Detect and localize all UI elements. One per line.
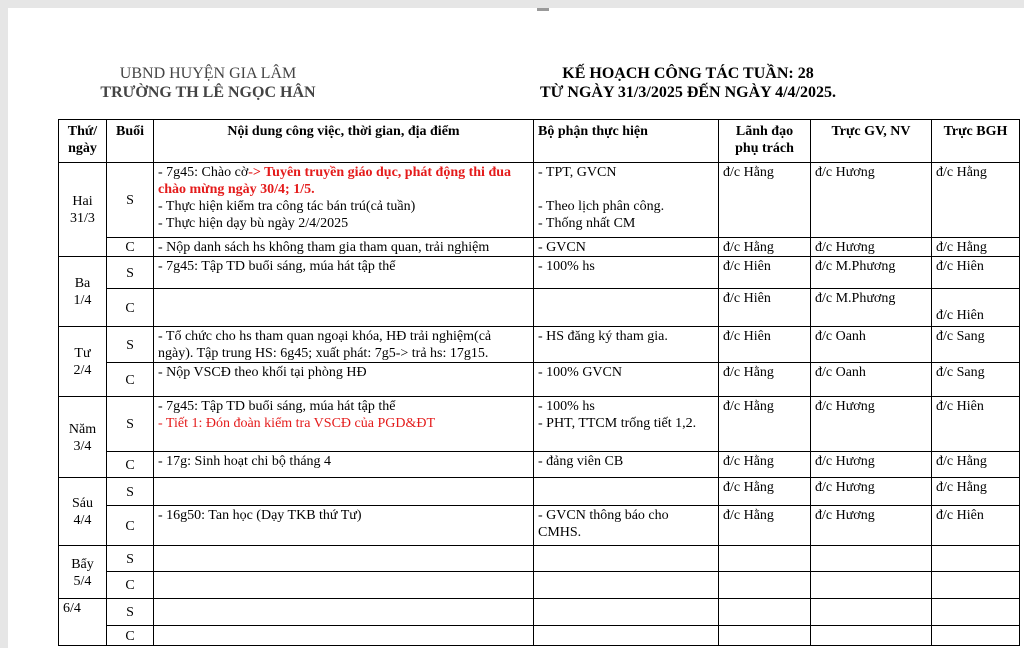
teacher-duty-cell: đ/c M.Phương	[811, 289, 932, 327]
board-duty-cell	[932, 599, 1020, 626]
table-row	[59, 327, 1020, 363]
document-page	[8, 8, 1024, 648]
teacher-duty-cell: đ/c M.Phương	[811, 257, 932, 289]
leader-cell: đ/c Hằng	[719, 238, 811, 257]
content-cell	[154, 626, 534, 646]
teacher-duty-cell: đ/c Hương	[811, 397, 932, 452]
table-row	[59, 626, 1020, 646]
session-cell: C	[107, 506, 154, 546]
teacher-duty-cell	[811, 626, 932, 646]
day-cell: Tư 2/4	[59, 327, 107, 397]
content-cell	[154, 478, 534, 506]
teacher-duty-cell: đ/c Hương	[811, 452, 932, 478]
board-duty-cell	[932, 572, 1020, 599]
department-cell: - 100% hs - PHT, TTCM trống tiết 1,2.	[534, 397, 719, 452]
ruler-marker	[537, 8, 549, 11]
department-cell	[534, 546, 719, 572]
session-cell: C	[107, 363, 154, 397]
board-duty-cell: đ/c Hiên	[932, 506, 1020, 546]
teacher-duty-cell: đ/c Hương	[811, 163, 932, 238]
session-cell: C	[107, 238, 154, 257]
col-header-department: Bộ phận thực hiện	[534, 120, 719, 163]
day-cell: Năm 3/4	[59, 397, 107, 478]
table-row	[59, 546, 1020, 572]
leader-cell: đ/c Hằng	[719, 397, 811, 452]
col-header-leader: Lãnh đạo phụ trách	[719, 120, 811, 163]
board-duty-cell: đ/c Sang	[932, 327, 1020, 363]
col-header-day: Thứ/ ngày	[59, 120, 107, 163]
leader-cell	[719, 572, 811, 599]
board-duty-cell	[932, 546, 1020, 572]
table-row	[59, 452, 1020, 478]
table-row	[59, 478, 1020, 506]
leader-cell: đ/c Hiên	[719, 289, 811, 327]
day-cell: Ba 1/4	[59, 257, 107, 327]
session-cell: S	[107, 546, 154, 572]
board-duty-cell: đ/c Hằng	[932, 452, 1020, 478]
board-duty-cell: đ/c Hằng	[932, 163, 1020, 238]
col-header-content: Nội dung công việc, thời gian, địa điểm	[154, 120, 534, 163]
leader-cell: đ/c Hằng	[719, 478, 811, 506]
table-row	[59, 397, 1020, 452]
teacher-duty-cell: đ/c Hương	[811, 478, 932, 506]
session-cell: C	[107, 626, 154, 646]
table-row	[59, 599, 1020, 626]
session-cell: S	[107, 257, 154, 289]
table-row	[59, 238, 1020, 257]
leader-cell: đ/c Hằng	[719, 506, 811, 546]
teacher-duty-cell: đ/c Oanh	[811, 363, 932, 397]
col-header-board-duty: Trực BGH	[932, 120, 1020, 163]
board-duty-cell: đ/c Hiên	[932, 397, 1020, 452]
col-header-session: Buổi	[107, 120, 154, 163]
content-cell: - Nộp VSCĐ theo khối tại phòng HĐ	[154, 363, 534, 397]
header-right	[488, 64, 888, 102]
plan-date-range: TỪ NGÀY 31/3/2025 ĐẾN NGÀY 4/4/2025.	[540, 84, 836, 101]
content-cell: - 7g45: Tập TD buổi sáng, múa hát tập thể	[154, 257, 534, 289]
table-row	[59, 572, 1020, 599]
leader-cell	[719, 626, 811, 646]
leader-cell: đ/c Hiên	[719, 327, 811, 363]
table-row	[59, 257, 1020, 289]
leader-cell: đ/c Hằng	[719, 163, 811, 238]
board-duty-cell	[932, 626, 1020, 646]
leader-cell: đ/c Hằng	[719, 363, 811, 397]
session-cell: S	[107, 478, 154, 506]
teacher-duty-cell	[811, 599, 932, 626]
content-cell	[154, 546, 534, 572]
table-row	[59, 289, 1020, 327]
session-cell: S	[107, 599, 154, 626]
session-cell: C	[107, 289, 154, 327]
department-cell: - TPT, GVCN - Theo lịch phân công. - Thống nhất CM	[534, 163, 719, 238]
department-cell	[534, 626, 719, 646]
weekly-schedule-table	[58, 119, 1020, 646]
plan-title: KẾ HOẠCH CÔNG TÁC TUẦN: 28	[562, 65, 814, 82]
teacher-duty-cell: đ/c Hương	[811, 238, 932, 257]
table-row	[59, 506, 1020, 546]
day-cell: 6/4	[59, 599, 107, 646]
content-cell: - Nộp danh sách hs không tham gia tham quan, trải nghiệm	[154, 238, 534, 257]
board-duty-cell: đ/c Hiên	[932, 289, 1020, 327]
department-cell: - đảng viên CB	[534, 452, 719, 478]
teacher-duty-cell: đ/c Hương	[811, 506, 932, 546]
board-duty-cell: đ/c Sang	[932, 363, 1020, 397]
department-cell	[534, 572, 719, 599]
session-cell: C	[107, 572, 154, 599]
department-cell: - GVCN thông báo cho CMHS.	[534, 506, 719, 546]
day-cell: Bẩy 5/4	[59, 546, 107, 599]
school-name: TRƯỜNG TH LÊ NGỌC HÂN	[100, 84, 316, 101]
session-cell: S	[107, 163, 154, 238]
col-header-teacher-duty: Trực GV, NV	[811, 120, 932, 163]
session-cell: S	[107, 327, 154, 363]
teacher-duty-cell	[811, 546, 932, 572]
board-duty-cell: đ/c Hằng	[932, 478, 1020, 506]
board-duty-cell: đ/c Hiên	[932, 257, 1020, 289]
content-cell	[154, 572, 534, 599]
board-duty-cell: đ/c Hằng	[932, 238, 1020, 257]
content-cell: - 7g45: Tập TD buổi sáng, múa hát tập thể - Tiết 1: Đón đoàn kiểm tra VSCĐ của PGD&ĐT	[154, 397, 534, 452]
content-cell: - Tổ chức cho hs tham quan ngoại khóa, HĐ trải nghiệm(cả ngày). Tập trung HS: 6g45; xuất phát: 7g5-> trả hs: 17g15.	[154, 327, 534, 363]
leader-cell	[719, 599, 811, 626]
teacher-duty-cell: đ/c Oanh	[811, 327, 932, 363]
department-cell	[534, 289, 719, 327]
table-row	[59, 363, 1020, 397]
content-cell	[154, 289, 534, 327]
leader-cell: đ/c Hiên	[719, 257, 811, 289]
department-cell	[534, 599, 719, 626]
day-cell: Hai 31/3	[59, 163, 107, 257]
department-cell: - 100% GVCN	[534, 363, 719, 397]
leader-cell: đ/c Hằng	[719, 452, 811, 478]
leader-cell	[719, 546, 811, 572]
department-cell: - HS đăng ký tham gia.	[534, 327, 719, 363]
teacher-duty-cell	[811, 572, 932, 599]
header-left	[68, 64, 348, 102]
session-cell: C	[107, 452, 154, 478]
table-header-row	[59, 120, 1020, 163]
session-cell: S	[107, 397, 154, 452]
department-cell: - 100% hs	[534, 257, 719, 289]
content-cell: - 17g: Sinh hoạt chi bộ tháng 4	[154, 452, 534, 478]
table-row	[59, 163, 1020, 238]
day-cell: Sáu 4/4	[59, 478, 107, 546]
content-cell	[154, 599, 534, 626]
content-cell: - 7g45: Chào cờ-> Tuyên truyền giáo dục, phát động thi đua chào mừng ngày 30/4; 1/5. - Thực hiện kiểm tra công tác bán trú(cả tuần) - Thực hiện dạy bù ngày 2/4/2025	[154, 163, 534, 238]
content-cell: - 16g50: Tan học (Dạy TKB thứ Tư)	[154, 506, 534, 546]
department-cell	[534, 478, 719, 506]
district-name: UBND HUYỆN GIA LÂM	[119, 65, 297, 82]
department-cell: - GVCN	[534, 238, 719, 257]
